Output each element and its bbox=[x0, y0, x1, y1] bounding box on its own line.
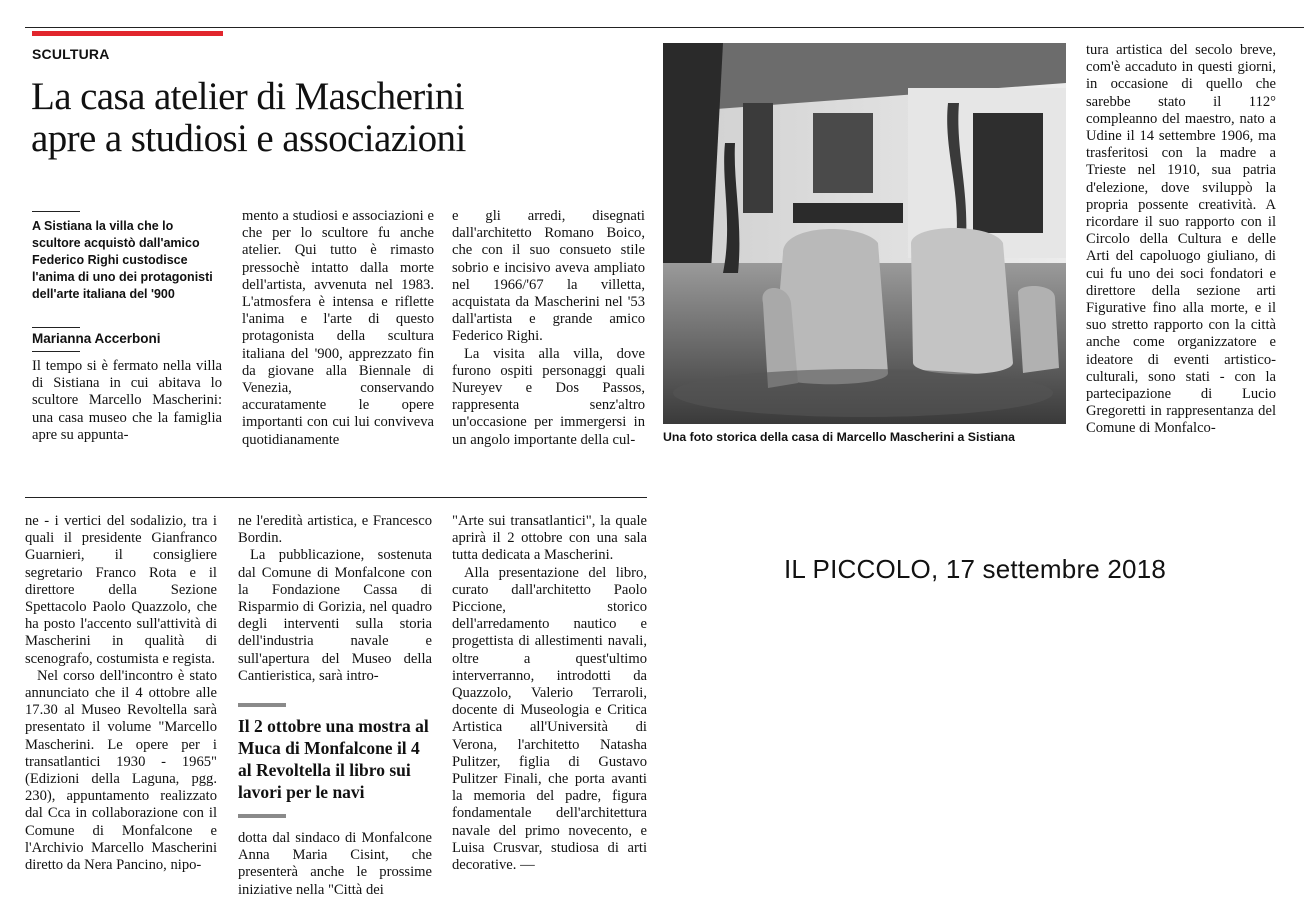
subhead: Il 2 ottobre una mostra al Muca di Monfalcone il 4 al Revoltella il libro sui lavori per le navi bbox=[238, 716, 429, 802]
bottom-column-2 bbox=[238, 513, 432, 685]
paragraph: dotta dal sindaco di Monfalcone Anna Maria Cisint, che presenterà anche le prossime iniziative nella "Città dei bbox=[238, 830, 432, 898]
paragraph: Alla presentazione del libro, curato dall'architetto Paolo Piccione, storico dell'arredamento nautico e progettista di allestimenti navali, oltre a quest'ultimo interverranno, introdotti da Quazzolo, Valerio Terraroli, docente di Museologia e Critica Artistica all'Università di Verona, l'architetto Natasha Pulitzer, figlia di Gustavo Pulitzer Finali, che porta avanti la memoria del padre, figura fondamentale dell'architettura navale del primo novecento, e Luisa Crusvar, studiosa di arti decorative. — bbox=[452, 564, 647, 874]
section-red-bar bbox=[32, 31, 223, 36]
section-label: SCULTURA bbox=[32, 46, 110, 62]
byline-rule-bottom bbox=[32, 351, 80, 352]
paragraph: La pubblicazione, sostenuta dal Comune di Monfalcone con la Fondazione Cassa di Risparmio di Gorizia, nel quadro degli interventi sulla storia dell'industria navale e sull'apertura del Museo della Cantieristica, sarà intro- bbox=[238, 547, 432, 684]
top-rule bbox=[25, 27, 1304, 28]
summary: A Sistiana la villa che lo scultore acquistò dall'amico Federico Righi custodisce l'anima di uno dei protagonisti dell'arte italiana del '900 bbox=[32, 219, 213, 301]
summary-rule bbox=[32, 211, 80, 212]
top-column-3 bbox=[452, 208, 645, 449]
headline-line-2: apre a studiosi e associazioni bbox=[31, 117, 466, 160]
paragraph: ne - i vertici del sodalizio, tra i quali il presidente Gianfranco Guarnieri, il consigliere segretario Franco Rota e il direttore della Sezione Spettacolo Paolo Quazzolo, che ha posto l'accento sull'attività di Mascherini in qualità di scenografo, costumista e regista. bbox=[25, 513, 217, 667]
photo-illustration bbox=[663, 43, 1066, 424]
paragraph: ne l'eredità artistica, e Francesco Bordin. bbox=[238, 513, 432, 547]
byline-rule bbox=[32, 327, 80, 328]
headline bbox=[31, 76, 651, 160]
paragraph: "Arte sui transatlantici", la quale aprirà il 2 ottobre con una sala tutta dedicata a Mascherini. bbox=[452, 513, 647, 564]
byline: Marianna Accerboni bbox=[32, 331, 161, 346]
source-note: IL PICCOLO, 17 settembre 2018 bbox=[784, 554, 1167, 584]
bottom-column-2-continued bbox=[238, 830, 432, 899]
paragraph: e gli arredi, disegnati dall'architetto Romano Boico, che con il suo consueto stile sobrio e incisivo aveva ampliato nel 1966/'67 la villetta, acquistata da Mascherini nel '53 dall'artista e grande amico Federico Righi. bbox=[452, 208, 645, 345]
middle-rule bbox=[25, 497, 647, 498]
top-column-2 bbox=[242, 208, 434, 449]
villa-interior-photo bbox=[663, 43, 1066, 424]
paragraph: tura artistica del secolo breve, com'è accaduto in questi giorni, in occasione di quello che sarebbe stato il 112° compleanno del maestro, nato a Udine il 14 settembre 1906, ma trasferitosi con la madre a Trieste nel 1910, sua patria d'elezione, dove sviluppò la propria possente creatività. A ricordare il suo rapporto con il Circolo della Cultura e delle Arti del capoluogo giuliano, di cui fu uno dei soci fondatori e direttore della sezione arti Figurative fino alla morte, e il suo stretto rapporto con la città anche come organizzatore e ideatore di eventi artistico-culturali, sono stati - con la partecipazione di Lucio Gregoretti in rappresentanza del Comune di Monfalco- bbox=[1086, 42, 1276, 437]
top-column-4 bbox=[1086, 42, 1276, 438]
paragraph: mento a studiosi e associazioni e che per lo scultore fu anche atelier. Qui tutto è rimasto pressochè intatto dalla morte dell'artista, avvenuta nel 1983. L'atmosfera è intensa e riflette l'anima e l'arte di questo protagonista della scultura italiana del '900, apprezzato fin da giovane alla Biennale di Venezia, conservando accuratamente le opere importanti con cui lui conviveva quotidianamente bbox=[242, 208, 434, 448]
subhead-rule-bottom bbox=[238, 814, 286, 818]
top-column-1 bbox=[32, 358, 222, 444]
bottom-column-3 bbox=[452, 513, 647, 874]
bottom-column-1 bbox=[25, 513, 217, 874]
paragraph: Il tempo si è fermato nella villa di Sistiana in cui abitava lo scultore Marcello Mascherini: una casa museo che la famiglia apre su appunta- bbox=[32, 358, 222, 443]
headline-line-1: La casa atelier di Mascherini bbox=[31, 75, 465, 118]
paragraph: La visita alla villa, dove furono ospiti personaggi quali Nureyev e Dos Passos, rappresenta senz'altro un'occasione per immergersi in un angolo importante della cul- bbox=[452, 345, 645, 448]
paragraph: Nel corso dell'incontro è stato annunciato che il 4 ottobre alle 17.30 al Museo Revoltella sarà presentato il volume "Marcello Mascherini. Le opere per i transatlantici 1930 - 1965" (Edizioni della Laguna, pgg. 230), appuntamento realizzato dal Cca in collaborazione con il Comune di Monfalcone e l'Archivio Marcello Mascherini diretto da Nera Pancino, nipo- bbox=[25, 667, 217, 874]
photo-caption: Una foto storica della casa di Marcello Mascherini a Sistiana bbox=[663, 430, 1015, 444]
subhead-rule-top bbox=[238, 703, 286, 707]
